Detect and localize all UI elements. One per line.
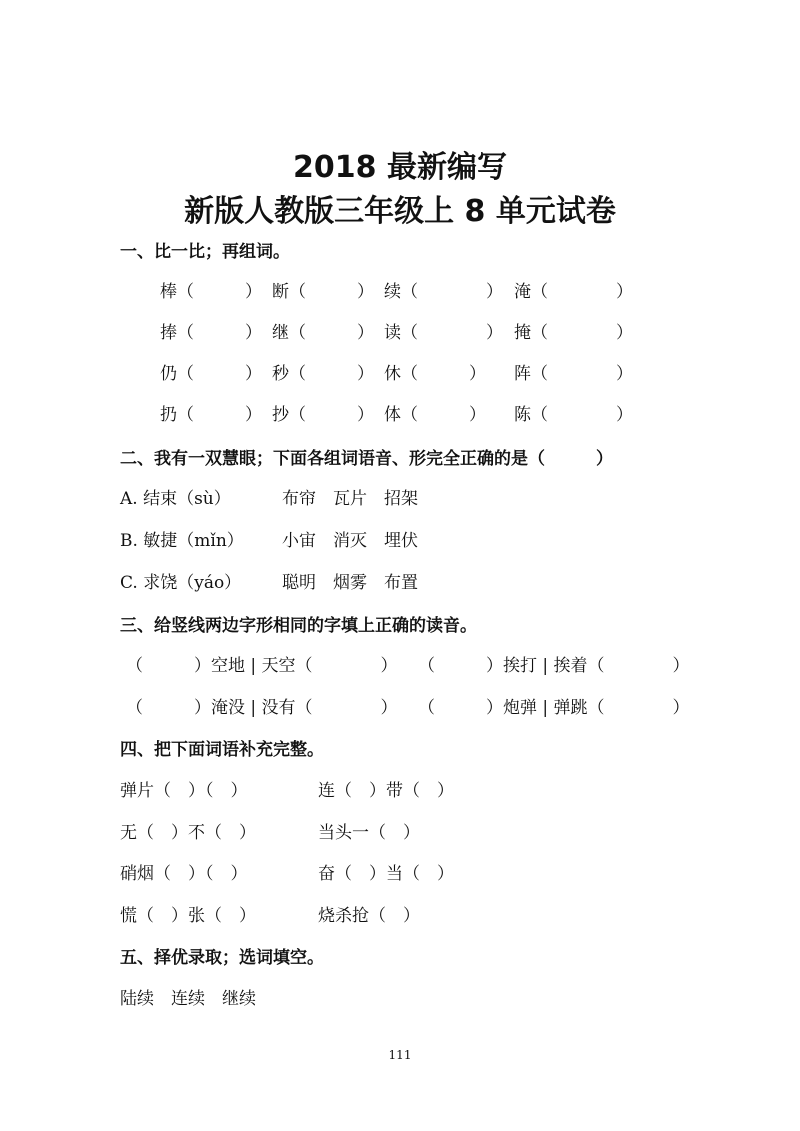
page-number: 111 [388,1048,412,1062]
compare-item: 读（ ） [384,323,503,343]
idiom-blank: 奋（ ）当（ ） [318,864,454,884]
compare-item: 仍（ ） [160,364,262,384]
idiom-blank: 连（ ）带（ ） [318,781,454,801]
compare-item: 扔（ ） [160,405,262,425]
compare-item: 断（ ） [272,282,374,302]
compare-item: 续（ ） [384,282,503,302]
option-label: B. 敏捷（mǐn） [120,531,244,551]
option-label: C. 求饶（yáo） [120,573,242,593]
pinyin-pair: （ ）挨打 | 挨着（ ） [418,656,690,676]
compare-item: 陈（ ） [514,405,633,425]
word-choices: 陆续 连续 继续 [120,989,256,1009]
option-words: 聪明 烟雾 布置 [282,573,418,593]
section4-heading: 四、把下面词语补充完整。 [120,740,324,760]
idiom-blank: 烧杀抢（ ） [318,906,420,926]
pinyin-pair: （ ）淹没 | 没有（ ） [126,698,398,718]
idiom-blank: 弹片（ ）（ ） [120,781,248,801]
compare-item: 休（ ） [384,364,486,384]
compare-item: 阵（ ） [514,364,633,384]
compare-item: 体（ ） [384,405,486,425]
compare-item: 秒（ ） [272,364,374,384]
idiom-blank: 当头一（ ） [318,823,420,843]
document-title-line1: 2018 最新编写 [293,150,507,185]
option-label: A. 结束（sù） [120,489,231,509]
compare-item: 淹（ ） [514,282,633,302]
document-title-line2: 新版人教版三年级上 8 单元试卷 [184,194,616,229]
compare-item: 抄（ ） [272,405,374,425]
compare-item: 棒（ ） [160,282,262,302]
compare-item: 继（ ） [272,323,374,343]
compare-item: 捧（ ） [160,323,262,343]
section2-heading: 二、我有一双慧眼；下面各组词语音、形完全正确的是（ ） [120,449,613,469]
idiom-blank: 硝烟（ ）（ ） [120,864,248,884]
pinyin-pair: （ ）空地 | 天空（ ） [126,656,398,676]
section5-heading: 五、择优录取；选词填空。 [120,948,324,968]
idiom-blank: 无（ ）不（ ） [120,823,256,843]
section3-heading: 三、给竖线两边字形相同的字填上正确的读音。 [120,616,477,636]
compare-item: 掩（ ） [514,323,633,343]
option-words: 布帘 瓦片 招架 [282,489,418,509]
idiom-blank: 慌（ ）张（ ） [120,906,256,926]
section1-heading: 一、比一比；再组词。 [120,242,290,262]
option-words: 小宙 消灭 埋伏 [282,531,418,551]
pinyin-pair: （ ）炮弹 | 弹跳（ ） [418,698,690,718]
